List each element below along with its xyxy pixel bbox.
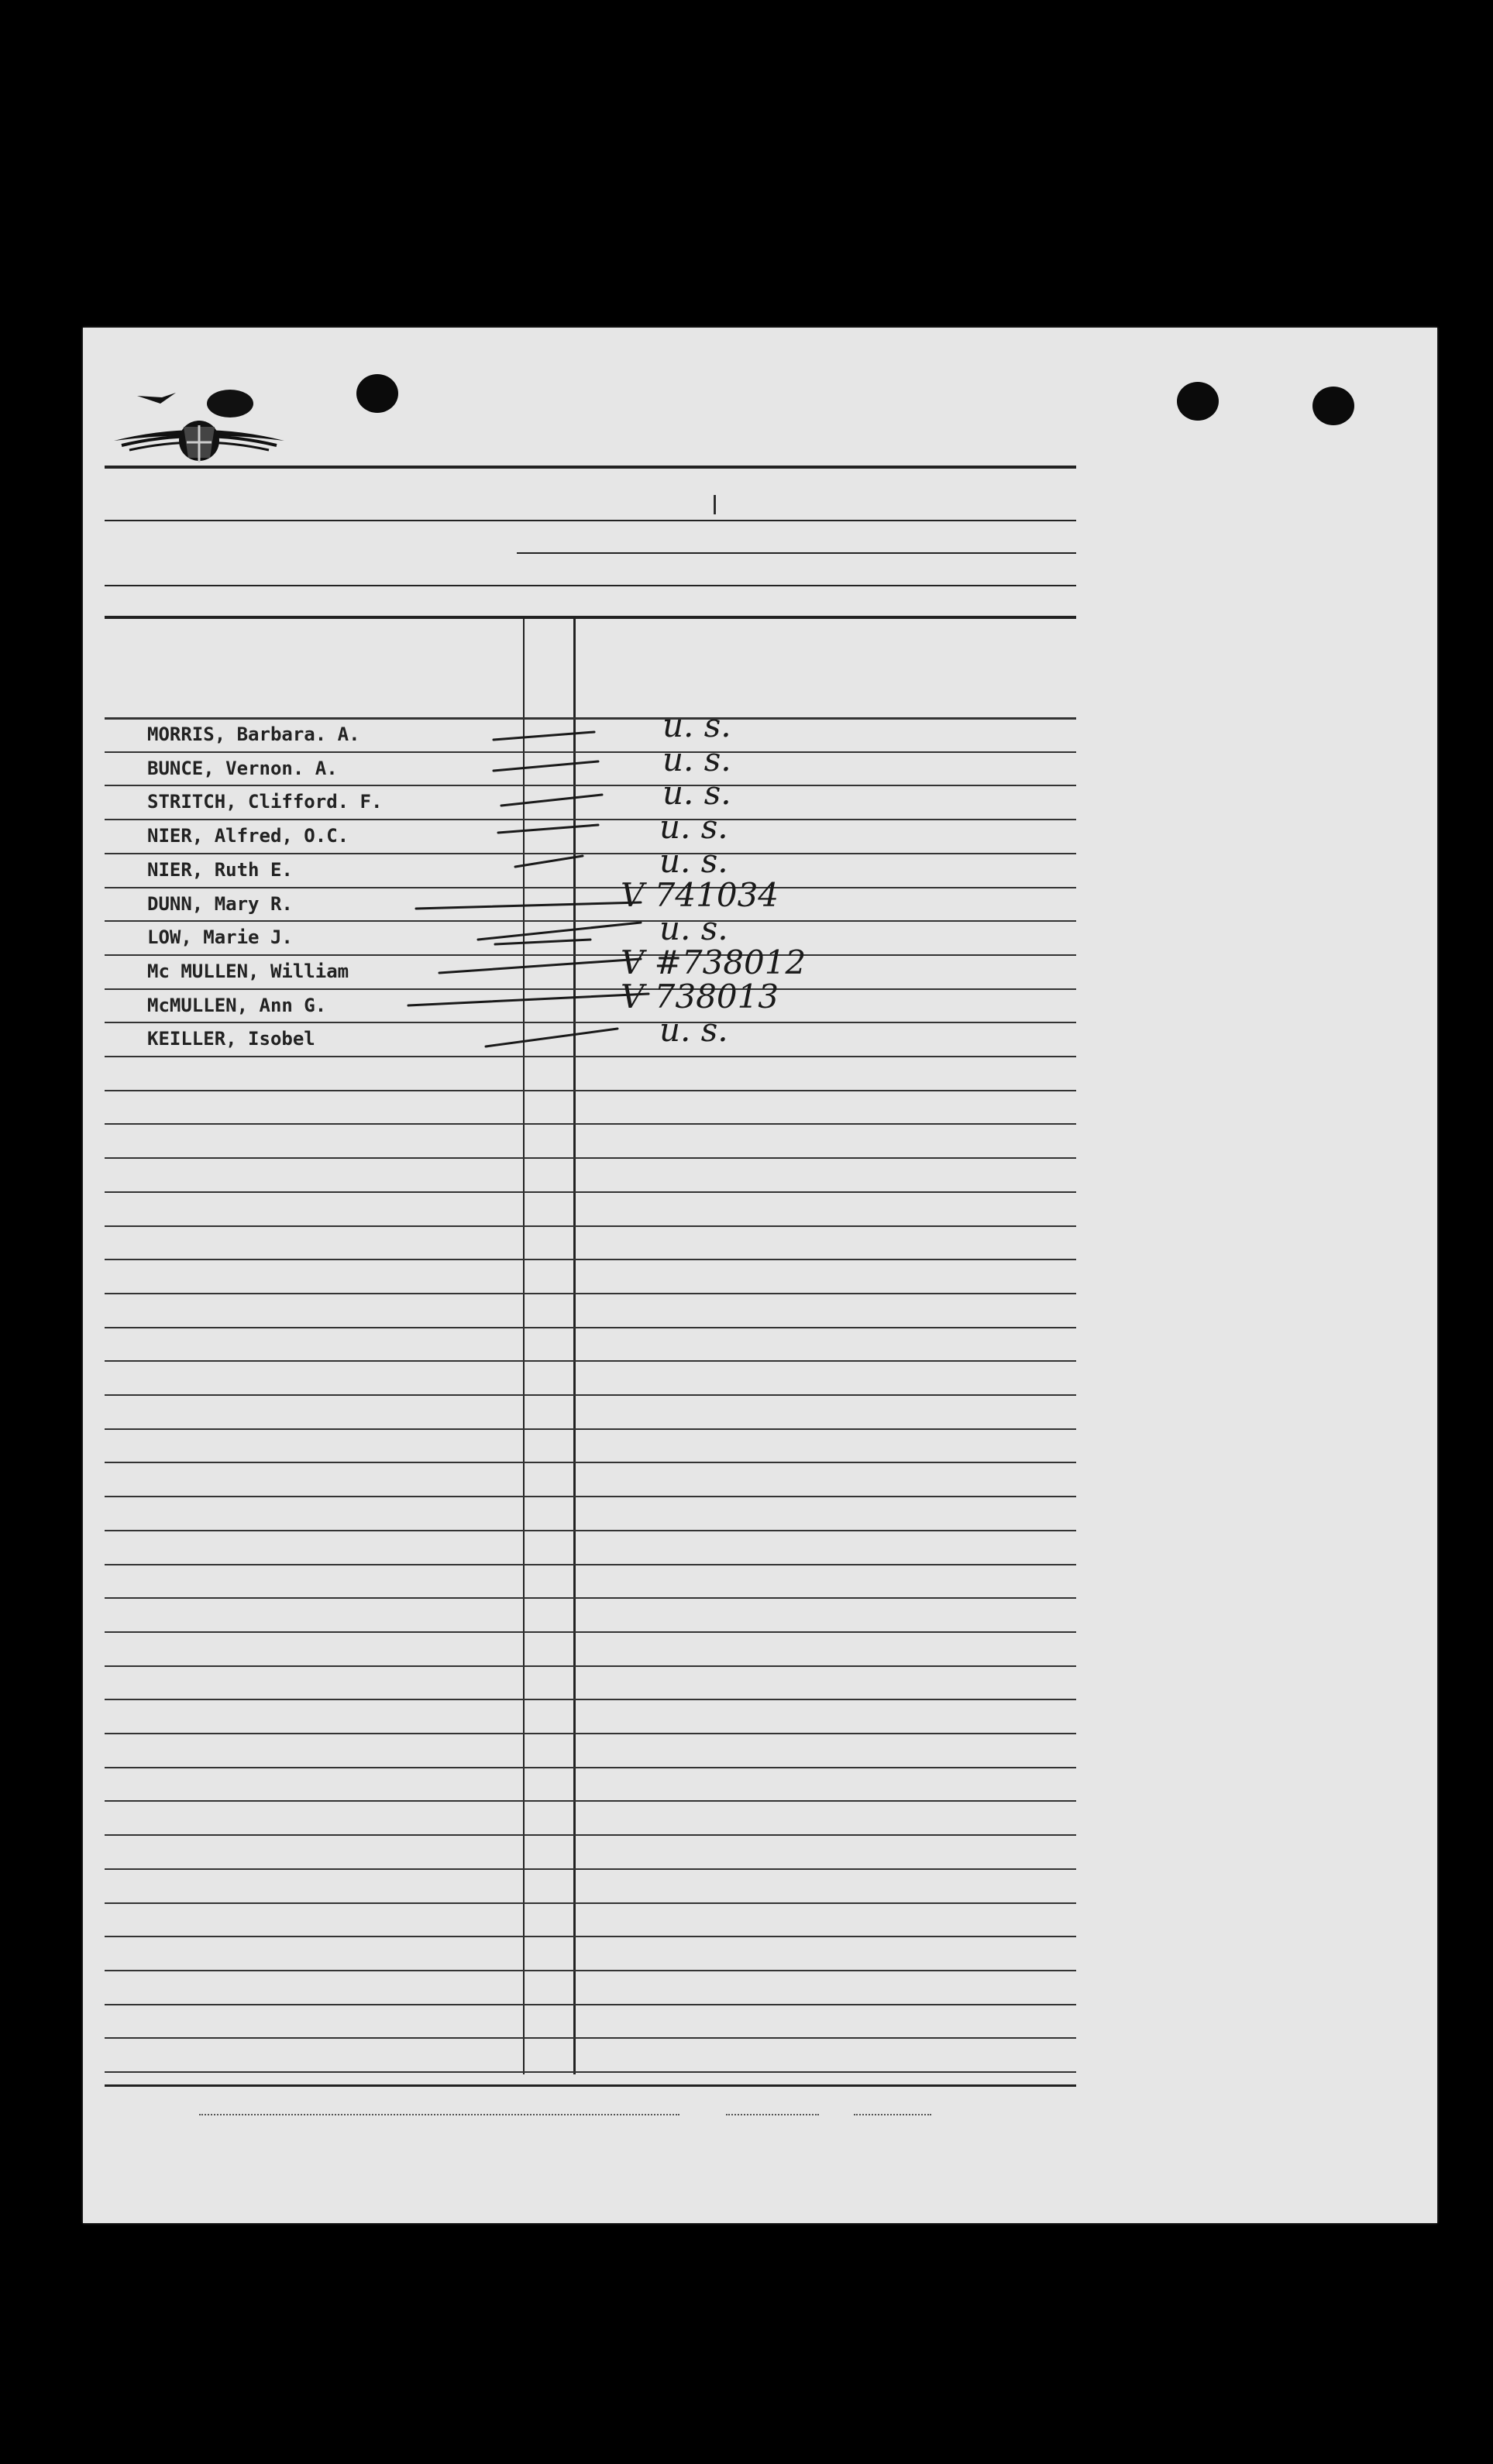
official-annotation: u. s. xyxy=(662,706,731,744)
operator-check-marks xyxy=(83,328,1437,2223)
footer-rule xyxy=(105,2084,1076,2087)
official-annotation: u. s. xyxy=(662,741,731,778)
page-line xyxy=(726,2114,819,2115)
passenger-name: DUNN, Mary R. xyxy=(147,893,293,915)
passenger-name: LOW, Marie J. xyxy=(147,926,293,948)
official-annotation: u. s. xyxy=(659,909,728,947)
of-line xyxy=(854,2114,931,2115)
passenger-name: NIER, Alfred, O.C. xyxy=(147,825,349,847)
passenger-name: NIER, Ruth E. xyxy=(147,859,293,881)
prepared-by-line xyxy=(199,2114,679,2115)
official-annotation: V 738013 xyxy=(621,978,779,1015)
official-annotation: u. s. xyxy=(659,1011,728,1049)
official-annotation: u. s. xyxy=(659,842,728,880)
passenger-name: BUNCE, Vernon. A. xyxy=(147,758,338,779)
official-annotation: V 741034 xyxy=(621,876,779,914)
owner-mark: | xyxy=(709,492,721,514)
passenger-name: MORRIS, Barbara. A. xyxy=(147,723,360,745)
manifest-sheet xyxy=(83,328,1437,2223)
passenger-name: STRITCH, Clifford. F. xyxy=(147,791,383,813)
passenger-name: KEILLER, Isobel xyxy=(147,1028,315,1050)
passenger-name: McMULLEN, Ann G. xyxy=(147,995,327,1016)
passenger-name: Mc MULLEN, William xyxy=(147,961,349,982)
official-annotation: u. s. xyxy=(662,774,731,812)
official-annotation: V #738012 xyxy=(621,943,807,981)
official-annotation: u. s. xyxy=(659,808,728,846)
